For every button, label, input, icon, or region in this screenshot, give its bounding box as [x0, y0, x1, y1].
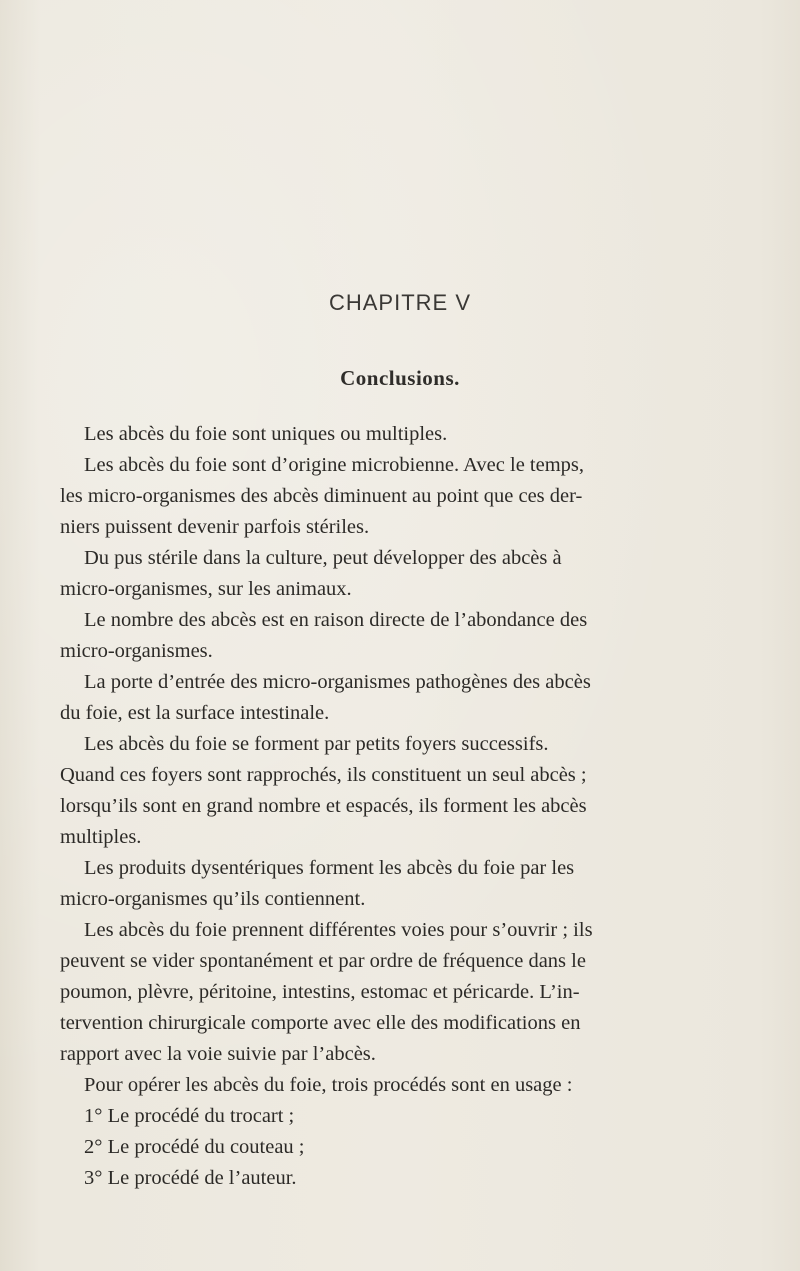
text-line: Les abcès du foie se forment par petits foyers successifs. — [84, 733, 549, 755]
text-line: La porte d’entrée des micro-organismes pathogènes des abcès — [84, 671, 591, 693]
text-line: Les abcès du foie prennent différentes voies pour s’ouvrir ; ils — [84, 919, 593, 941]
text-line: niers puissent devenir parfois stériles. — [60, 516, 370, 538]
list-item: 1° Le procédé du trocart ; — [84, 1105, 295, 1127]
text-line: micro-organismes. — [60, 640, 213, 662]
list-item: 2° Le procédé du couteau ; — [84, 1136, 305, 1158]
text-line: micro-organismes qu’ils contiennent. — [60, 888, 366, 910]
text-line: peuvent se vider spontanément et par ordre de fréquence dans le — [60, 950, 586, 972]
text-line: du foie, est la surface intestinale. — [60, 702, 330, 724]
text-line: Quand ces foyers sont rapprochés, ils constituent un seul abcès ; — [60, 764, 587, 786]
chapter-heading: CHAPITRE V — [328, 290, 472, 315]
text-line: Le nombre des abcès est en raison directe de l’abondance des — [84, 609, 588, 631]
text-line: Les produits dysentériques forment les abcès du foie par les — [84, 857, 575, 879]
text-line: multiples. — [60, 826, 142, 848]
text-line: Les abcès du foie sont d’origine microbienne. Avec le temps, — [84, 454, 585, 476]
text-line: Du pus stérile dans la culture, peut développer des abcès à — [84, 547, 562, 569]
text-line: rapport avec la voie suivie par l’abcès. — [60, 1043, 376, 1065]
body-text — [60, 419, 712, 1194]
list-item: 3° Le procédé de l’auteur. — [84, 1167, 297, 1189]
text-line: micro-organismes, sur les animaux. — [60, 578, 352, 600]
text-line: Les abcès du foie sont uniques ou multiples. — [84, 423, 448, 445]
text-line: Pour opérer les abcès du foie, trois procédés sont en usage : — [84, 1074, 573, 1096]
text-line: lorsqu’ils sont en grand nombre et espacés, ils forment les abcès — [60, 795, 587, 817]
text-line: les micro-organismes des abcès diminuent au point que ces der- — [60, 485, 583, 507]
section-title: Conclusions. — [340, 366, 460, 390]
text-line: poumon, plèvre, péritoine, intestins, estomac et péricarde. L’in- — [60, 981, 580, 1003]
text-line: tervention chirurgicale comporte avec elle des modifications en — [60, 1012, 581, 1034]
